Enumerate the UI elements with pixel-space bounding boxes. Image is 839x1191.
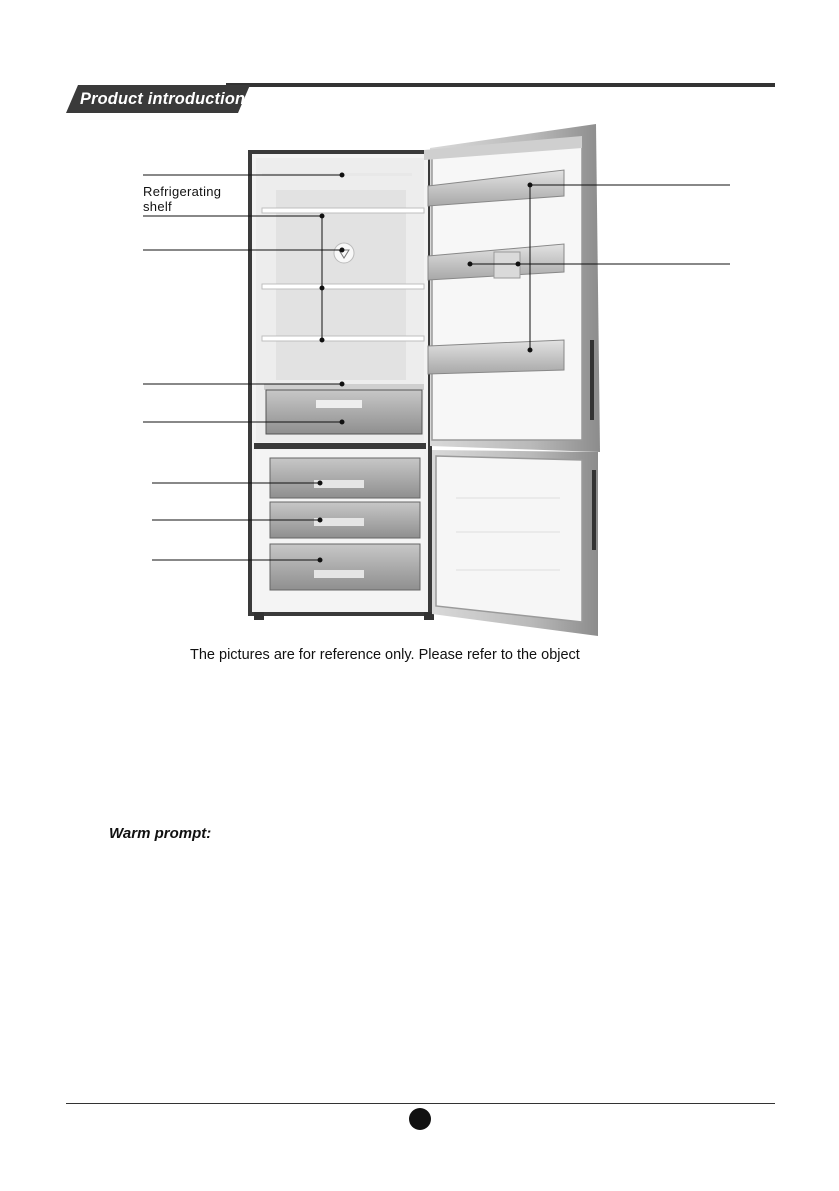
- warm-prompt-heading: Warm prompt:: [109, 825, 212, 842]
- refrigerating-shelf-label: Refrigerating shelf: [143, 184, 222, 214]
- figure-caption: The pictures are for reference only. Please refer to the object: [190, 647, 580, 663]
- freezer-drawers: [270, 458, 420, 590]
- air-outlet-icon: [334, 243, 354, 263]
- fridge-door: [424, 124, 600, 452]
- page-number-badge: [409, 1108, 431, 1130]
- freezer-door: [432, 450, 598, 636]
- footer-rule: [66, 1103, 775, 1104]
- crisper-drawer: [264, 384, 424, 434]
- section-title: Product introduction: [80, 89, 246, 108]
